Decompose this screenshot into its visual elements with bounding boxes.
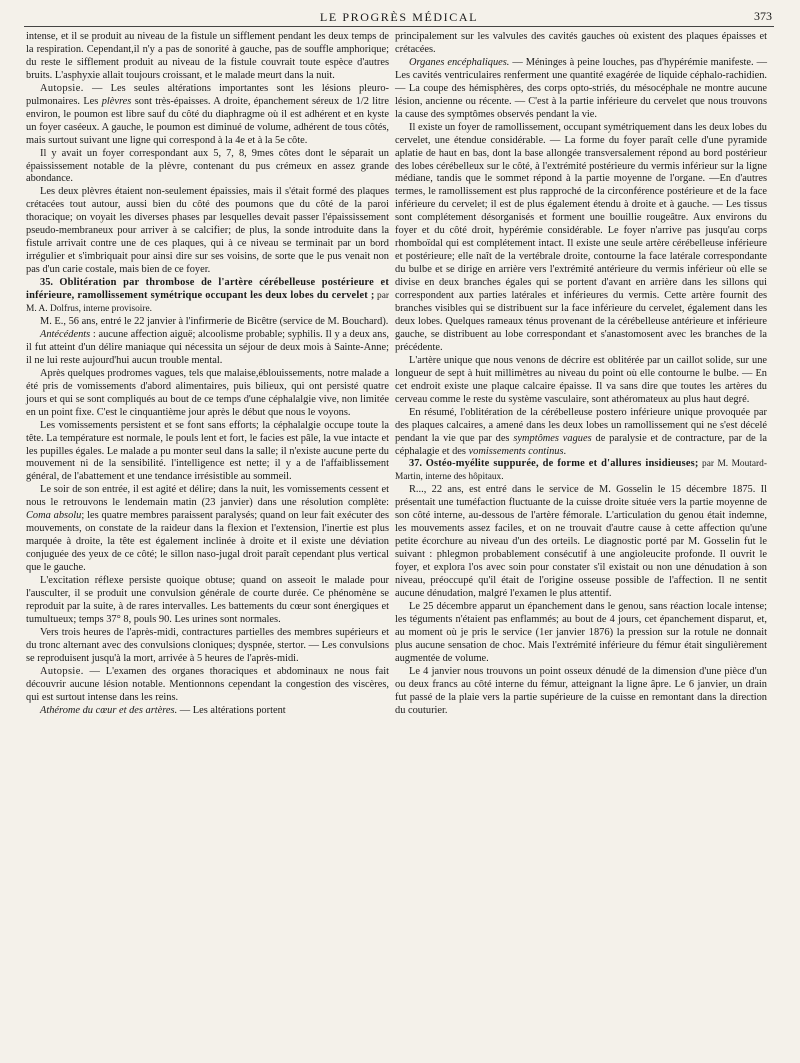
text-run: En résumé, l'oblitération de la cérébelleuse postero inférieure unique provoquée par des plaques calcaires, a amené dans les deux lobes un ramollissement qui ne s'est décelé pendant la vie que par des [395,406,767,444]
section-heading-37 [395,458,767,484]
right-column [395,31,767,718]
paragraph: Il y avait un foyer correspondant aux 5, 7, 8, 9mes côtes dont le séparait un épaississement notable de la plèvre, contenant du pus crémeux en assez grande abondance. [26,147,389,185]
paragraph: R..., 22 ans, est entré dans le service de M. Gosselin le 15 décembre 1875. Il présentait une tuméfaction fluctuante de la cuisse droite située vers la partie moyenne de son côté interne, au-dessous de l'artère fémorale. L'articulation du genou était indemne, les mouvements assez faciles, et on ne trouvait d'autre cause à cette affection qu'une petite écorchure au niveau d'un des orteils. Le diagnostic porté par M. Gosselin fut le suivant : phlegmon probablement consécutif à une angioleucite profonde. Il ouvrit le foyer, et explora l'os avec soin pour constater s'il existait ou non une dénudation à son niveau, préoccupé qu'il était de l'origine osseuse possible de l'affection. Il ne sentit aucune dénudation, malgré l'examen le plus attentif. [395,484,767,599]
page-header [24,8,774,27]
section-author: par M. Moutard-Martin, interne des hôpitaux. [395,459,767,483]
paragraph [395,57,767,122]
italic-term: vomissements continus [468,445,564,457]
text-run: : aucune affection aiguë; alcoolisme probable; syphilis. Il y a deux ans, il fut atteint d'un délire maniaque qui nécessita un séjour de deux mois à Sainte-Anne; il ne lui reste aujourd'hui aucun trouble mental. [26,328,389,366]
italic-term: Organes encéphaliques. [409,56,510,68]
text-run: Le soir de son entrée, il est agité et délire; dans la nuit, les vomissements cessent et nous le retrouvons le lendemain matin (23 janvier) dans une résolution complète: [26,484,389,509]
text-run: — L'examen des organes thoraciques et abdominaux ne nous fait découvrir aucune lésion notable. Mentionnons cependant la congestion des viscères, qui est surtout intense dans les reins. [26,665,389,703]
paragraph [26,484,389,575]
paragraph: principalement sur les valvules des cavités gauches où existent des plaques épaisses et crétacées. [395,31,767,55]
italic-term: Coma absolu [26,510,82,522]
paragraph: Vers trois heures de l'après-midi, contractures partielles des membres supérieurs et du tronc alternant avec des convulsions cloniques; dyspnée, stertor. — Les convulsions se reproduisent jusqu'à la mort, arrivée à 5 heures de l'après-midi. [26,626,389,664]
italic-term: symptômes vagues [513,432,592,444]
run-in-heading: Autopsie. [40,82,84,94]
page-number: 373 [754,9,772,23]
section-number: 35. [40,277,53,289]
paragraph: Les vomissements persistent et se font sans efforts; la céphalalgie occupe toute la tête. La température est normale, le pouls lent et fort, le facies est pâle, la vue intacte et les pupilles égales. Le malade a pu monter seul dans la salle; il n'existe aucune perte du mouvement ni de la sensibilité. l'intelligence est nette; il y a de l'affaiblissement général, de l'abattement et une tendance irrésistible au sommeil. [26,419,389,483]
paragraph [26,329,389,368]
section-author: par M. A. Dolfrus, interne provisoire. [26,291,389,315]
text-run: sont très-épaisses. A droite, épanchement séreux de 1/2 litre environ, le poumon est libre sauf du côté du diaphragme où il est adhérent et en kyste un foyer caséeux. A gauche, le poumon est diminué de volume, adhérent de tous côtés, mais surtout suivant une ligne qui correspond à la 4e et à la 5e côte. [26,95,389,146]
paragraph [26,666,389,705]
section-heading-35 [26,277,389,316]
paragraph: L'excitation réflexe persiste quoique obtuse; quand on asseoit le malade pour l'ausculter, il se produit une convulsion générale de courte durée. Ce phénomène se reproduit par la suite, à de rares intervalles. Les battements du cœur sont énergiques et tumultueux; temps 37° 8, pouls 90. Les urines sont normales. [26,575,389,625]
journal-title: LE PROGRÈS MÉDICAL [319,10,479,24]
paragraph [26,705,389,718]
text-run: de paralysie et de contracture, par de la céphalagie et des [395,432,768,457]
paragraph: intense, et il se produit au niveau de la fistule un sifflement pendant les deux temps de la respiration. Cependant,il n'y a pas de sonorité à gauche, pas de souffle amphorique; du reste le sifflement produit au niveau de la fistule couvrait toute espèce d'autres bruits. L'asphyxie allait toujours croissant, et le malade meurt dans la nuit. [26,31,389,81]
paragraph: M. E., 56 ans, entré le 22 janvier à l'infirmerie de Bicêtre (service de M. Bouchard). [40,315,389,327]
paragraph: L'artère unique que nous venons de décrire est oblitérée par un caillot solide, sur une longueur de sept à huit millimètres au niveau du point où elle contourne le bulbe. — En cet endroit existe une plaque calcaire épaisse. Il va sans dire que toutes les artères du cerveau comme le reste du système vasculaire, sont athéromateux au plus haut degré. [395,354,767,405]
paragraph: Après quelques prodromes vagues, tels que malaise,éblouissements, notre malade a été pris de vomissements d'abord alimentaires, puis bilieux, qui ont persisté quatre jours et qui se sont compliqués au bout de ce temps d'une céphalalgie vive, non limitée en un point fixe. C'est le cinquantième jour après le début que nous le voyons. [26,367,389,418]
paragraph: Le 4 janvier nous trouvons un point osseux dénudé de la dimension d'une pièce d'un ou deux francs au côté interne du fémur, atteignant la ligne âpre. Le 6 janvier, un drain fut passé de la plaie vers la partie supérieure de la cuisse en remontant dans la direction du couturier. [395,665,767,716]
text-run: — Les seules altérations importantes sont les lésions pleuro-pulmonaires. Les [26,82,389,107]
text-run: — Méninges à peine louches, pas d'hypérémie manifeste. — Les cavités ventriculaires renferment une quantité exagérée de liquide céphalo-rachidien. — La coupe des hémisphères, des corps opto-striés, du mésocéphale ne montre aucune lésion, ancienne ou récente. — C'est à la partie inférieure du cervelet que nous trouvons la cause des symptômes observés pendant la vie. [395,56,767,120]
section-title: Oblitération par thrombose de l'artère cérébelleuse postérieure et inférieure, ramollissement symétrique occupant les deux lobes du cervelet ; [26,277,389,302]
paragraph: Les deux plèvres étaient non-seulement épaissies, mais il s'était formé des plaques crétacées tout autour, aussi bien du côté des poumons que du côté de la paroi thoracique; on voyait les diverses phases par lesquelles devait passer l'épaississement pseudo-membraneux pour arriver à se calcifier; de plus, la sonde introduite dans la fistule arrivait contre une de ces plaques, qui à ce niveau se terminait par un bord irrégulier et s'imbriquait pour ainsi dire sur ses voisins, de sorte que le pus venait non pas d'un carie costale, mais bien de ce foyer. [26,186,389,276]
paragraph [395,407,767,459]
paragraph [26,83,389,148]
paragraph: Il existe un foyer de ramollissement, occupant symétriquement dans les deux lobes du cervelet, une étendue considérable. — La forme du foyer paraît celle d'une pyramide aplatie de haut en bas, dont la base allongée transversalement répond au bord postérieur des lobes cérébelleux sur le côté, à l'extrémité postérieure du vermis inférieur sur la ligne médiane, tandis que le sommet répond à la partie moyenne de l'organe. —En d'autres termes, le ramollissement est plus rapproché de la circonférence postérieure et de la face inférieure du cervelet; il est de plus également étendu à droite et à gauche. — Les tissus sont complétement désorganisés et forment une bouillie rougeâtre. Aux environs du foyer et du côté droit, hypérémie considérable. Le foyer n'arrive pas jusqu'au corps rhomboïdal qui est complétement intact. Il existe une seule artère cérébelleuse inférieure et postérieure; elle naît de la vertébrale droite, contourne la face latérale correspondante du bulbe et se dirige en arrière vers l'extrémité antérieure du vermis inférieur où elle se divise en deux branches égales qui se portent d'avant en arrière dans les sillons qui correspondent aux parties latérales et inférieures du vermis. Cette artère fournit des branches visibles qui se distribuent sur la face inférieure du cervelet, également dans les deux lobes. Quelques rameaux ténus provenant de la cérébelleuse antérieure et inférieure gauche, se distribuent au lobe correspondant et s'anastomosent avec les branches de la précédente. [395,121,767,353]
text-run: . [563,445,567,457]
text-run: — Les altérations portent [177,704,286,716]
section-number: 37. [409,458,422,470]
italic-term: Athérome du cœur et des artères. [40,704,178,716]
left-column [26,31,389,718]
italic-term: plèvres [101,95,132,107]
text-run: ; les quatre membres paraissent paralysés; quand on leur fait exécuter des mouvements, on constate de la raideur dans la flexion et l'extension, l'inertie est plus marquée à droite, la tête est également inclinée à droite et il existe une déviation conjuguée des yeux de ce côté; le sillon naso-jugal droit paraît cependant plus vertical que le gauche. [26,510,390,574]
paragraph: Le 25 décembre apparut un épanchement dans le genou, sans réaction locale intense; les téguments n'étaient pas enflammés; au bout de 4 jours, cet épanchement disparut, et, au moment où je pris le service (1er janvier 1876) la pression sur la rotule ne donnait plus aucune sensation de choc. Mais l'extrémité inférieure du fémur était singulièrement augmentée de volume. [395,600,767,664]
run-in-heading: Autopsie. [40,665,84,677]
section-title: Ostéo-myélite suppurée, de forme et d'allures insidieuses; [425,458,699,470]
italic-term: Antécédents [40,328,91,340]
